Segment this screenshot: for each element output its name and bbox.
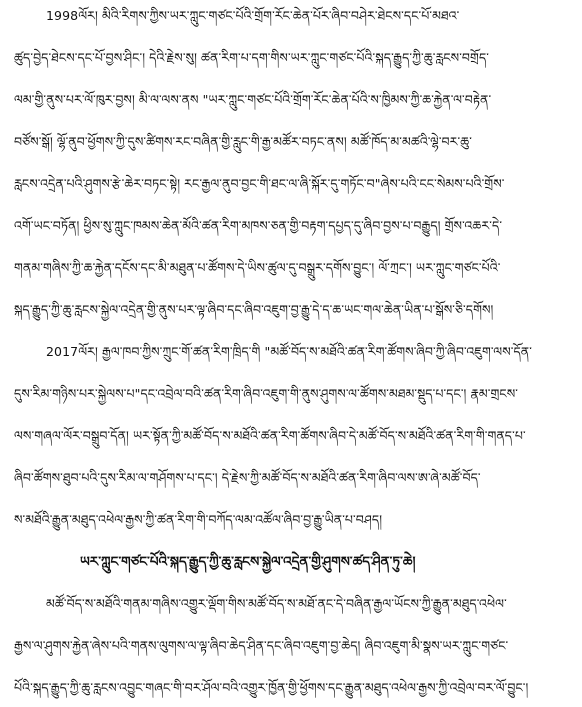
paragraph-3-line: རྒྱས་ལ་ཤུགས་རྐྱེན་ཞེས་པའི་གནས་ལུགས་ལ་ལྟ་ཞིབ་ཆེད་ཤིན་དང་ཞིབ་འཇུག་བྱ་ཆེད། ཞིབ་འཇུག་མི་སྣས་ཡར་ཀླུང་གཙང་ — [14, 638, 509, 653]
paragraph-2-line: ལས་གཞལ་ལོར་བསྒྲུབ་དོན། ཡར་སྟོན་ཀྱི་མཚོ་བོད་ས་མཐོའི་ཚན་རིག་ཚོགས་ཞིབ་དེ་མཚོ་བོད་ས་མཐོའི་ཚན་རིག་གི་གནད་པ་ — [14, 428, 526, 443]
paragraph-2-line: 2017ལོར། རྒྱལ་ཁབ་ཀྱིས་ཀྲུང་གོ་ཚན་རིག་ཁྲིད་གི "མཚོ་བོད་ས་མཐོའི་ཚན་རིག་ཚོགས་ཞིབ་ཀྱི་ཞིབ་འཇུག་ལས་དོན་ — [46, 344, 532, 359]
paragraph-1-line: བཙོས་སྒོ། ལྷོ་ནུབ་ཕྱོགས་ཀྱི་དུས་ཚིགས་རང་བཞིན་གྱི་རླུང་གི་རྒྱ་མཚོར་བཏང་ནས། མཚོ་ཁོད་མ་མཚའི་ལྷེ་བར་ཆུ་ — [14, 134, 473, 149]
paragraph-3-line: མཚོ་བོད་ས་མཐོའི་གནམ་གཞིས་འགྱུར་ལྡོག་གིས་མཚོ་བོད་ས་མཐོ་ནང་དེ་བཞིན་རྒྱལ་ཡོངས་ཀྱི་རྒྱུན་མཐུད་འཕེལ་ — [46, 596, 507, 611]
paragraph-1-line: 1998ལོར། མིའི་རིགས་ཀྱིས་ཡར་ཀླུང་གཙང་པོའི་གྲོག་རོང་ཆེན་པོར་ཞིབ་བཤེར་ཐེངས་དང་པོ་མཐའ་ — [46, 8, 460, 23]
paragraph-1-line: འགོ་ཡང་བཏོན། ཕྱིས་སུ་ཀླུང་ཁམས་ཆེན་མོའི་ཚན་རིག་མཁས་ཅན་གྱི་བརྟག་དཔྱད་དུ་ཞིབ་བྱས་པ་བརྒྱུད། གྲོས་འཆར་དེ་ — [14, 218, 503, 233]
paragraph-1-line: གནམ་གཞིས་ཀྱི་ཆ་རྐྱེན་དངོས་དང་མི་མཐུན་པ་ཚོགས་དེ་ཡིས་ཚུལ་དུ་བསྒྲུར་དགོས་བྱུང་། ལོ་ཀྲང་། ཡར་ཀླུང་གཙང་པོའི་ — [14, 260, 501, 275]
section-heading: ཡར་ཀླུང་གཙང་པོའི་སྐད་རྒྱུད་ཀྱི་ཆུ་རླངས་སྐྱེལ་འདྲེན་གྱི་ཤུགས་ཚད་ཤིན་ཏུ་ཆེ། — [80, 554, 416, 570]
paragraph-1-line: ཚུད་བྱེད་ཐེངས་དང་པོ་བྱས་ཤིང་། དེའི་རྗེས་སུ། ཚན་རིག་པ་དག་གིས་ཡར་ཀླུང་གཙང་པོའི་སྐད་རྒྱུད་ཀྱི་ཆུ་རླངས་བགྲོད་ — [14, 50, 490, 65]
paragraph-2-line: དུས་རིམ་གཉིས་པར་སྐྱེལས་པ"དང་འབྲེལ་བའི་ཚན་རིག་ཞིབ་འཇུག་གི་ནུས་ཤུགས་ལ་ཚོགས་མཐམ་སྡུད་པ་དང་། རྣམ་གྲངས་ — [14, 386, 519, 401]
paragraph-1-line: ལམ་གྱི་ནུས་པར་ལོ་ཁུར་བྱས། མི་ལ་ལས་ནས "ཡར་ཀླུང་གཙང་པོའི་གྲོག་རོང་ཆེན་པོའི་ས་ཁྱིམས་ཀྱི་ཆ་རྐྱེན་ལ་བརྟེན་ — [14, 92, 492, 107]
paragraph-3-line: པོའི་སྐད་རྒྱུད་ཀྱི་ཆུ་རླངས་འབྱུང་གཞང་གི་བར་ཤོལ་བའི་འགྱུར་ཁྱོན་གྱི་ཕྱོགས་དང་རྒྱུན་མཐུད་འཕེལ་རྒྱས་ཀྱི་འབྲེལ་བར་ལོ་བྱུང་། — [14, 680, 529, 695]
paragraph-1-line: སྐད་རྒྱུད་ཀྱི་ཆུ་རླངས་སྐྱེལ་འདྲེན་གྱི་ནུས་པར་ལྟ་ཞིབ་དང་ཞིབ་འཇུག་བྱ་རྒྱུ་དེ་ད་ཆ་ཡང་གལ་ཆེན་ཡིན་པ་སྒོས་ཅི་དགོས། — [14, 302, 494, 317]
paragraph-2-line: ས་མཐོའི་རྒྱུན་མཐུད་འཕེལ་རྒྱས་ཀྱི་ཚན་རིག་གི་བཀོད་ལམ་འཚོལ་ཞིབ་བྱ་རྒྱུ་ཡིན་པ་བཤད། — [14, 512, 383, 527]
paragraph-2-line: ཞིབ་ཚོགས་ཐུབ་པའི་དུས་རིམ་ལ་གཤོགས་པ་དང་། དེ་རྗེས་ཀྱི་མཚོ་བོད་ས་མཐོའི་ཚན་རིག་ཞིབ་ལས་ཨ་ཞེ་མཚོ་བོད་ — [14, 470, 481, 485]
paragraph-1-line: རླངས་འདྲེན་པའི་ཤུགས་རྩེ་ཆེར་བཏང་སྟེ། རང་རྒྱལ་ནུབ་བྱང་གི་ཐང་ལ་ཞི་སྐོར་དུ་གཏོང་བ"ཞེས་པའི་ངང་སེམས་པའི་གྲོས་ — [14, 176, 505, 191]
